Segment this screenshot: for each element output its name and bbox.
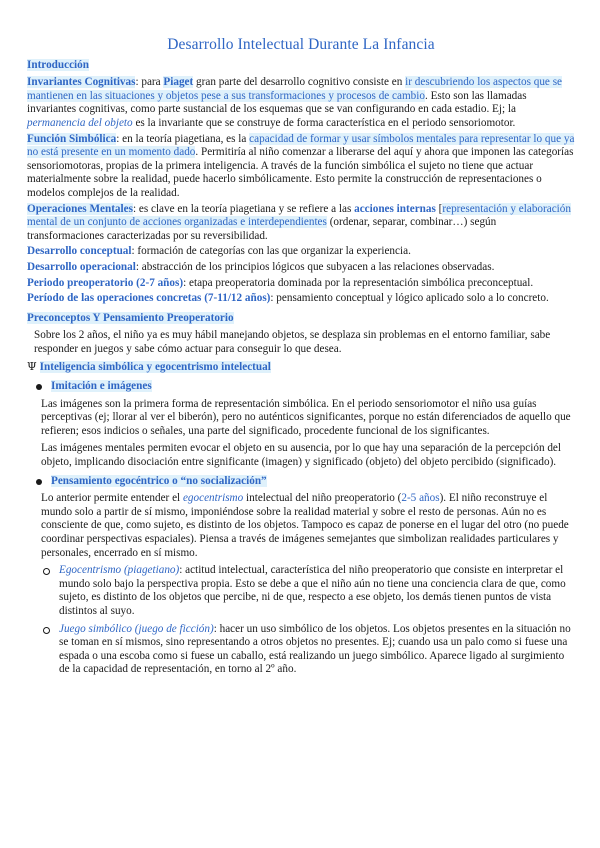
section-heading-introduccion: Introducción xyxy=(27,58,89,71)
section-heading-preconceptos: Preconceptos Y Pensamiento Preoperatorio xyxy=(27,311,234,324)
hollow-bullet-icon xyxy=(43,627,50,634)
subitem-juego-simbolico: Juego simbólico (juego de ficción): hacer un uso simbólico de los objetos. Los objetos presentes en la situación no se toman en sí mismos, sino representando a otros objetos no presentes. Ej; cuando usa un palo como si fuese una espada o una escoba como si fuese un caballo, está realizando un juego simbólico. Aparece ligado al surgimiento de la capacidad de representación, en torno al 2º año. xyxy=(27,623,575,677)
paragraph-operaciones-mentales: Operaciones Mentales: es clave en la teoría piagetiana y se refiere a las acciones internas [representación y elaboración mental de un conjunto de acciones organizadas e interdependientes (ordenar, separar, combinar…) según transformaciones caracterizadas por su reversibilidad. xyxy=(27,202,571,242)
subitem-egocentrismo-piagetiano: Egocentrismo (piagetiano): actitud intelectual, característica del niño preoperatorio que consiste en interpretar el mundo solo bajo la perspectiva propia. Esto se debe a que el niño aún no tiene una conciencia clara de que, como sujeto, es distinto de los objetos que percibe, ni de que, respecto a ese objeto, los demás tienen puntos de vista distintos al suyo. xyxy=(27,564,575,618)
paragraph-funcion-simbolica: Función Simbólica: en la teoría piagetiana, es la capacidad de formar y usar símbolos mentales para representar lo que ya no está presente en un momento dado. Permitiría al niño comenzar a liberarse del aquí y ahora que imponen las categorías sensoriomotoras, propias de la primera inteligencia. A través de la función simbólica el sujeto no tiene que actuar materialmente sobre la realidad, puede hacerlo simbólicamente. Esto permite la construcción de representaciones o modelos complejos de la realidad. xyxy=(27,132,575,199)
hollow-bullet-icon xyxy=(43,568,50,575)
paragraph-imitacion-2: Las imágenes mentales permiten evocar el objeto en su ausencia, por lo que hay una separación de la percepción del objeto, implicando disociación entre significante (imagen) y significado (objeto) del objeto percibido (significado). xyxy=(41,442,562,469)
psi-bullet-icon: Ψ xyxy=(27,360,37,374)
bullet-egocentrico: Pensamiento egocéntrico o “no socialización” xyxy=(27,475,575,489)
bullet-dot-icon xyxy=(36,479,42,485)
paragraph-egocentrico: Lo anterior permite entender el egocentrismo intelectual del niño preoperatorio (2-5 años). El niño reconstruye el mundo solo a partir de sí mismo, imponiéndose sobre la realidad material y sobre el resto de personas. Aún no es consciente de que, como sujeto, es distinto de los objetos. Tampoco es capaz de ponerse en el lugar del otro (no puede coordinar perspectivas espaciales). Piensa a través de imágenes semejantes que simbolizan realidades particulares y personales, encerrado en sí mismo. xyxy=(41,492,569,559)
subheading-inteligencia-simbolica: Ψ Inteligencia simbólica y egocentrismo intelectual xyxy=(27,360,271,374)
paragraph-desarrollo-conceptual: Desarrollo conceptual: formación de categorías con las que organizar la experiencia. xyxy=(27,245,411,258)
paragraph-invariantes: Invariantes Cognitivas: para Piaget gran parte del desarrollo cognitivo consiste en ir descubriendo los aspectos que se mantienen en las situaciones y objetos pese a sus transformaciones y procesos de cambio. Esto son las llamadas invariantes cognitivas, como parte sustancial de los esquemas que se van configurando en cada estadio. Ej; la permanencia del objeto es la invariante que se construye de forma característica en el periodo sensoriomotor. xyxy=(27,76,563,129)
paragraph-operaciones-concretas: Período de las operaciones concretas (7-11/12 años): pensamiento conceptual y lógico aplicado solo a lo concreto. xyxy=(27,292,549,305)
paragraph-periodo-preoperatorio: Periodo preoperatorio (2-7 años): etapa preoperatoria dominada por la representación simbólica preconceptual. xyxy=(27,276,534,289)
paragraph-desarrollo-operacional: Desarrollo operacional: abstracción de los principios lógicos que subyacen a las relaciones observadas. xyxy=(27,260,495,273)
bullet-dot-icon xyxy=(36,384,42,390)
document-title: Desarrollo Intelectual Durante La Infancia xyxy=(167,36,435,53)
paragraph-imitacion-1: Las imágenes son la primera forma de representación simbólica. En el periodo sensoriomotor el niño usa guías perceptivas (ej; llorar al ver el biberón), pero no auténticos significantes, porque no están diferenciados de aquello que refieren; esos indicios o señales, una parte del significado, procedente funcional de los significantes. xyxy=(41,397,571,437)
bullet-imitacion: Imitación e imágenes xyxy=(27,380,575,394)
document-page xyxy=(27,38,575,681)
paragraph-preconceptos-intro: Sobre los 2 años, el niño ya es muy hábil manejando objetos, se desplaza sin problemas en el entorno familiar, sabe responder en juegos y sabe cómo actuar para conseguir lo que desea. xyxy=(34,329,551,355)
